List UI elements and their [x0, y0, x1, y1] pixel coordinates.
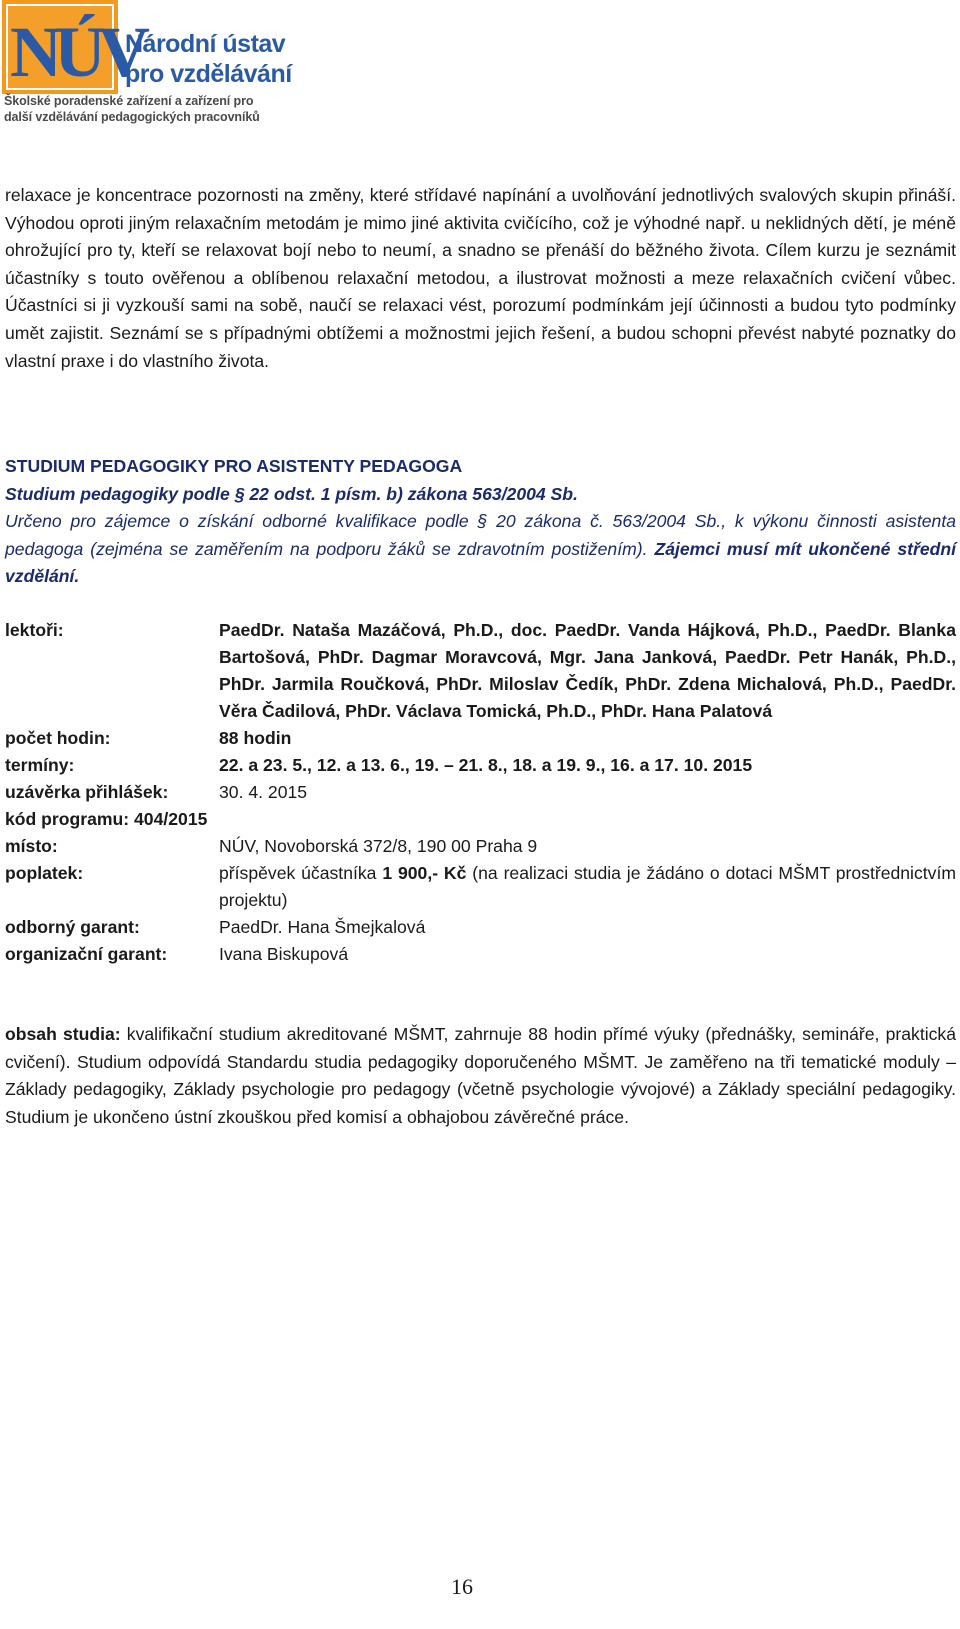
- info-row-deadline: [5, 779, 956, 806]
- info-row-fee: [5, 860, 956, 914]
- course-description-text: Určeno pro zájemce o získání odborné kvalifikace podle § 20 zákona č. 563/2004 Sb., k výkonu činnosti asistenta pedagoga (zejména se zaměřením na podporu žáků se zdravotním postižením).: [5, 511, 956, 559]
- logo-name-line1: Národní ústav: [125, 30, 286, 58]
- fee-prefix: příspěvek účastníka: [219, 863, 383, 883]
- place-value: NÚV, Novoborská 372/8, 190 00 Praha 9: [219, 836, 538, 856]
- org-guarantor-value: Ivana Biskupová: [219, 944, 349, 964]
- dates-value: 22. a 23. 5., 12. a 13. 6., 19. – 21. 8., 18. a 19. 9., 16. a 17. 10. 2015: [219, 755, 753, 775]
- dates-label: termíny:: [5, 755, 75, 775]
- course-heading-block: [5, 453, 956, 591]
- intro-paragraph: relaxace je koncentrace pozornosti na změny, které střídavé napínání a uvolňování jednotlivých svalových skupin přináší. Výhodou oproti jiným relaxačním metodám je mimo jiné aktivita cvičícího, což je výhodné např. u neklidných dětí, je méně ohrožující pro ty, kteří se relaxovat bojí nebo to neumí, a snadno se přenáší do běžného života. Cílem kurzu je seznámit účastníky s touto ověřenou a oblíbenou relaxační metodou, a ilustrovat možnosti a meze relaxačních cvičení vůbec. Účastníci si ji vyzkouší sami na sobě, naučí se relaxaci vést, porozumí podmínkám její účinnosti a budou tyto podmínky umět zajistit. Seznámí se s případnými obtížemi a možnostmi jejich řešení, a budou schopni převést nabyté poznatky do vlastní praxe i do vlastního života.: [5, 185, 956, 371]
- info-row-expert-guarantor: [5, 914, 956, 941]
- study-content-text: kvalifikační studium akreditované MŠMT, zahrnuje 88 hodin přímé výuky (přednášky, semináře, praktická cvičení). Studium odpovídá Standardu studia pedagogiky doporučeného MŠMT. Je zaměřeno na tři tematické moduly – Základy pedagogiky, Základy psychologie pro pedagogy (včetně psychologie vývojové) a Základy speciální pedagogiky. Studium je ukončeno ústní zkouškou před komisí a obhajobou závěrečné práce.: [5, 1024, 956, 1127]
- course-requirement: Zájemci musí mít ukončené střední vzdělání.: [5, 538, 957, 587]
- expert-guarantor-value: PaedDr. Hana Šmejkalová: [219, 917, 426, 937]
- hours-label: počet hodin:: [5, 728, 111, 748]
- course-subtitle: Studium pedagogiky podle § 22 odst. 1 písm. b) zákona 563/2004 Sb.: [5, 483, 578, 504]
- lecturers-value: PaedDr. Nataša Mazáčová, Ph.D., doc. PaedDr. Vanda Hájková, Ph.D., PaedDr. Blanka Bartošová, PhDr. Dagmar Moravcová, Mgr. Jana Janková, PaedDr. Petr Hanák, Ph.D., PhDr. Jarmila Roučková, PhDr. Miloslav Čedík, PhDr. Zdena Michalová, Ph.D., PaedDr. Věra Čadilová, PhDr. Václava Tomická, Ph.D., PhDr. Hana Palatová: [219, 620, 956, 721]
- info-row-place: [5, 833, 956, 860]
- course-info: [5, 617, 956, 968]
- logo-subtitle-line1: Školské poradenské zařízení a zařízení pro: [4, 94, 254, 108]
- expert-guarantor-label: odborný garant:: [5, 917, 140, 937]
- lecturers-label: lektoři:: [5, 620, 64, 640]
- svg-text:NÚV: NÚV: [10, 12, 142, 92]
- logo-name-line2: pro vzdělávání: [125, 60, 292, 88]
- study-content-paragraph: [5, 1021, 956, 1131]
- info-row-hours: [5, 725, 956, 752]
- logo-subtitle-line2: další vzdělávání pedagogických pracovníků: [4, 110, 260, 124]
- deadline-label: uzávěrka přihlášek:: [5, 782, 169, 802]
- fee-amount: 1 900,- Kč: [382, 863, 467, 883]
- info-row-lecturers: [5, 617, 956, 725]
- page-number: 16: [451, 1574, 473, 1599]
- info-row-org-guarantor: [5, 941, 956, 968]
- org-guarantor-label: organizační garant:: [5, 944, 168, 964]
- info-row-dates: [5, 752, 956, 779]
- deadline-value: 30. 4. 2015: [219, 782, 308, 802]
- fee-value: [219, 860, 956, 914]
- hours-value: 88 hodin: [219, 728, 292, 748]
- course-description: [5, 508, 956, 591]
- nuv-logo-mark: [4, 2, 142, 92]
- place-label: místo:: [5, 836, 58, 856]
- fee-label: poplatek:: [5, 863, 84, 883]
- study-content-label: obsah studia:: [5, 1024, 121, 1044]
- fee-suffix: (na realizaci studia je žádáno o dotaci MŠMT prostřednictvím projektu): [219, 863, 956, 910]
- nuv-logo: [4, 2, 304, 128]
- info-row-code: [5, 806, 956, 833]
- course-title: STUDIUM PEDAGOGIKY PRO ASISTENTY PEDAGOGA: [5, 456, 463, 476]
- program-code: kód programu: 404/2015: [5, 809, 208, 829]
